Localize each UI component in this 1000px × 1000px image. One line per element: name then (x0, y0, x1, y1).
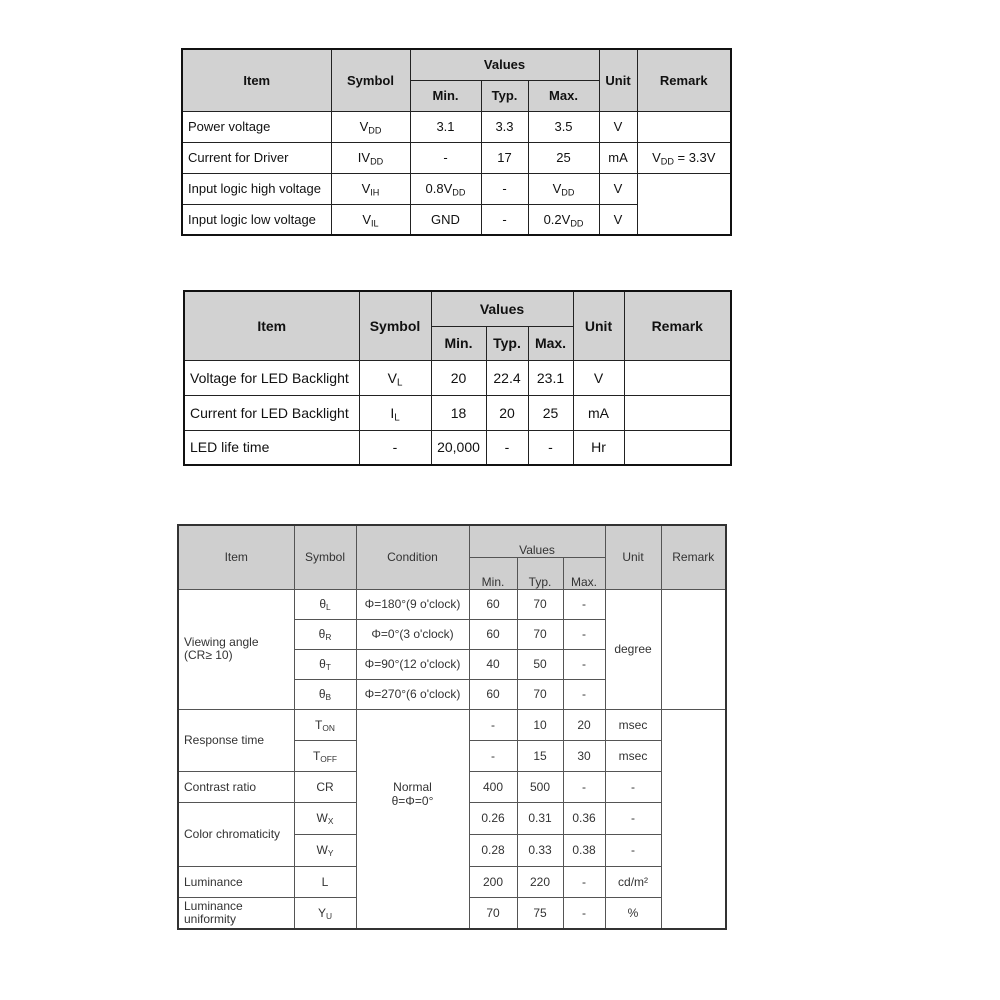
item-cell: Input logic high voltage (182, 173, 331, 204)
header-remark: Remark (661, 525, 726, 589)
symbol-cell: $Y_U$ (294, 897, 356, 929)
symbol-cell: CR (294, 771, 356, 802)
max-cell: - (563, 679, 605, 709)
symbol-cell: $\theta_T$ (294, 649, 356, 679)
header-unit: Unit (599, 49, 637, 111)
item-cell: Current for Driver (182, 142, 331, 173)
typ-cell: 70 (517, 589, 563, 619)
condition-cell: Φ=270°(6 o'clock) (356, 679, 469, 709)
typ-cell: - (481, 173, 528, 204)
max-cell: 25 (528, 395, 573, 430)
unit-cell: % (605, 897, 661, 929)
typ-cell: 17 (481, 142, 528, 173)
header-max: Max. (563, 557, 605, 589)
typ-cell: 15 (517, 740, 563, 771)
min-cell: GND (410, 204, 481, 235)
header-max: Max. (528, 80, 599, 111)
header-remark: Remark (637, 49, 731, 111)
typ-cell: 22.4 (486, 360, 528, 395)
condition-cell: Φ=180°(9 o'clock) (356, 589, 469, 619)
unit-cell: msec (605, 709, 661, 740)
unit-cell: msec (605, 740, 661, 771)
symbol-cell: $T_{ON}$ (294, 709, 356, 740)
header-unit: Unit (573, 291, 624, 360)
table-row (184, 430, 731, 465)
typ-cell: 50 (517, 649, 563, 679)
min-cell: 20,000 (431, 430, 486, 465)
min-cell: 40 (469, 649, 517, 679)
max-cell: 0.36 (563, 802, 605, 834)
typ-cell: 10 (517, 709, 563, 740)
max-cell: 0.38 (563, 834, 605, 866)
backlight-characteristics-table (183, 290, 732, 466)
max-cell: - (563, 589, 605, 619)
typ-cell: 3.3 (481, 111, 528, 142)
min-cell: 3.1 (410, 111, 481, 142)
unit-cell: V (573, 360, 624, 395)
max-cell: - (563, 649, 605, 679)
header-item: Item (182, 49, 331, 111)
table-row (182, 111, 731, 142)
electrical-characteristics-table (181, 48, 732, 236)
remark-cell (661, 709, 726, 929)
header-max: Max. (528, 326, 573, 360)
typ-cell: 70 (517, 619, 563, 649)
table-row (184, 360, 731, 395)
typ-cell: - (481, 204, 528, 235)
table-row (178, 589, 726, 619)
max-cell: 30 (563, 740, 605, 771)
optical-characteristics-table (177, 524, 727, 930)
item-cell-contrast-ratio: Contrast ratio (178, 771, 294, 802)
header-typ: Typ. (517, 557, 563, 589)
header-values: Values (410, 49, 599, 80)
max-cell: - (563, 771, 605, 802)
min-cell: 20 (431, 360, 486, 395)
remark-cell (624, 430, 731, 465)
condition-cell: Φ=90°(12 o'clock) (356, 649, 469, 679)
remark-cell (661, 589, 726, 709)
min-cell: - (410, 142, 481, 173)
remark-cell (637, 173, 731, 235)
symbol-cell: $W_X$ (294, 802, 356, 834)
item-cell: Current for LED Backlight (184, 395, 359, 430)
unit-cell-degree: degree (605, 589, 661, 709)
max-cell: 20 (563, 709, 605, 740)
table-row (182, 173, 731, 204)
unit-cell: mA (573, 395, 624, 430)
header-min: Min. (469, 557, 517, 589)
header-symbol: Symbol (294, 525, 356, 589)
symbol-cell: $V_L$ (359, 360, 431, 395)
remark-cell (624, 360, 731, 395)
item-cell: LED life time (184, 430, 359, 465)
min-cell: 200 (469, 866, 517, 897)
symbol-cell: $\theta_R$ (294, 619, 356, 649)
min-cell: 18 (431, 395, 486, 430)
unit-cell: V (599, 173, 637, 204)
unit-cell: mA (599, 142, 637, 173)
symbol-cell: $IV_{DD}$ (331, 142, 410, 173)
unit-cell: cd/m² (605, 866, 661, 897)
min-cell: 0.26 (469, 802, 517, 834)
header-symbol: Symbol (359, 291, 431, 360)
header-min: Min. (410, 80, 481, 111)
max-cell: - (563, 619, 605, 649)
unit-cell: V (599, 111, 637, 142)
max-cell: 25 (528, 142, 599, 173)
min-cell: - (469, 709, 517, 740)
min-cell: 70 (469, 897, 517, 929)
symbol-cell: $V_{IL}$ (331, 204, 410, 235)
min-cell: 60 (469, 589, 517, 619)
typ-cell: 0.33 (517, 834, 563, 866)
header-item: Item (184, 291, 359, 360)
item-cell-luminance-uniformity: Luminance uniformity (178, 897, 294, 929)
table-row (182, 142, 731, 173)
item-cell-color-chromaticity: Color chromaticity (178, 802, 294, 866)
max-cell: - (528, 430, 573, 465)
min-cell: 400 (469, 771, 517, 802)
symbol-cell: $V_{DD}$ (331, 111, 410, 142)
header-min: Min. (431, 326, 486, 360)
symbol-cell: $I_L$ (359, 395, 431, 430)
min-cell: 60 (469, 619, 517, 649)
unit-cell: V (599, 204, 637, 235)
symbol-cell: $\theta_L$ (294, 589, 356, 619)
header-values: Values (431, 291, 573, 326)
max-cell: 23.1 (528, 360, 573, 395)
item-cell-viewing-angle: Viewing angle (CR≥ 10) (178, 589, 294, 709)
symbol-cell: $V_{IH}$ (331, 173, 410, 204)
typ-cell: 500 (517, 771, 563, 802)
symbol-cell: $T_{OFF}$ (294, 740, 356, 771)
typ-cell: 20 (486, 395, 528, 430)
header-remark: Remark (624, 291, 731, 360)
max-cell: - (563, 897, 605, 929)
symbol-cell: - (359, 430, 431, 465)
max-cell: 3.5 (528, 111, 599, 142)
header-typ: Typ. (486, 326, 528, 360)
min-cell: 60 (469, 679, 517, 709)
header-condition: Condition (356, 525, 469, 589)
min-cell: - (469, 740, 517, 771)
min-cell: $0.8V_{DD}$ (410, 173, 481, 204)
header-symbol: Symbol (331, 49, 410, 111)
max-cell: - (563, 866, 605, 897)
unit-cell: Hr (573, 430, 624, 465)
item-cell-response-time: Response time (178, 709, 294, 771)
header-typ: Typ. (481, 80, 528, 111)
remark-cell: $V_{DD} = 3.3V$ (637, 142, 731, 173)
condition-cell: Φ=0°(3 o'clock) (356, 619, 469, 649)
symbol-cell: $\theta_B$ (294, 679, 356, 709)
header-unit: Unit (605, 525, 661, 589)
min-cell: 0.28 (469, 834, 517, 866)
item-cell: Voltage for LED Backlight (184, 360, 359, 395)
symbol-cell: $W_Y$ (294, 834, 356, 866)
unit-cell: - (605, 834, 661, 866)
header-values: Values (469, 525, 605, 557)
typ-cell: - (486, 430, 528, 465)
item-cell: Power voltage (182, 111, 331, 142)
max-cell: $0.2V_{DD}$ (528, 204, 599, 235)
table-row (178, 709, 726, 740)
typ-cell: 0.31 (517, 802, 563, 834)
table-row (184, 395, 731, 430)
typ-cell: 220 (517, 866, 563, 897)
item-cell-luminance: Luminance (178, 866, 294, 897)
condition-cell-normal: Normal θ=Φ=0° (356, 709, 469, 929)
unit-cell: - (605, 802, 661, 834)
remark-cell (624, 395, 731, 430)
max-cell: $V_{DD}$ (528, 173, 599, 204)
item-cell: Input logic low voltage (182, 204, 331, 235)
unit-cell: - (605, 771, 661, 802)
header-item: Item (178, 525, 294, 589)
typ-cell: 75 (517, 897, 563, 929)
typ-cell: 70 (517, 679, 563, 709)
remark-cell (637, 111, 731, 142)
symbol-cell: L (294, 866, 356, 897)
